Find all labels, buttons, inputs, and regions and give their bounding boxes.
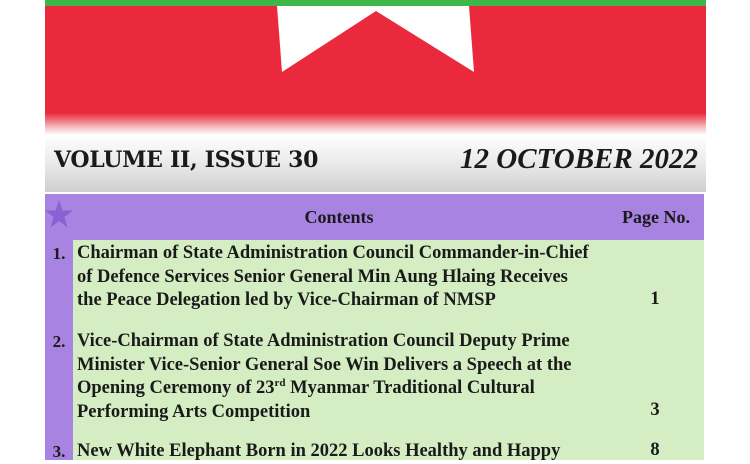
volume-issue: VOLUME II, ISSUE 30 [54,147,319,173]
toc-item-page: 8 [650,440,660,460]
toc-item-page: 1 [650,289,660,309]
toc-item-line: Performing Arts Competition [77,401,311,422]
flag-banner [45,0,706,135]
flag-fade [45,113,706,135]
star-icon [45,194,73,240]
toc-item-line: of Defence Services Senior General Min Aung Hlaing Receives [77,266,568,287]
toc-item-text: Opening Ceremony of 23 [77,378,275,398]
toc-item-page: 3 [650,400,660,420]
toc-item-title[interactable] [77,330,597,424]
toc-item-text: Myanmar Traditional Cultural [285,378,535,398]
contents-heading: Contents [304,207,374,227]
toc-item-line: the Peace Delegation led by Vice-Chairman of NMSP [77,290,496,310]
toc-item-line: Chairman of State Administration Council Commander-in-Chief [77,243,589,263]
toc-item-number: 1. [52,244,66,263]
toc-item-title[interactable] [77,242,597,313]
toc-item-line [77,377,597,401]
toc-item-line: Minister Vice-Senior General Soe Win Delivers a Speech at the [77,354,572,375]
issue-date: 12 OCTOBER 2022 [460,143,698,175]
toc-item-number: 2. [52,332,66,351]
toc-item-line: New White Elephant Born in 2022 Looks Healthy and Happy [77,441,561,461]
ordinal-suffix: rd [274,376,286,389]
toc-item-number: 3. [52,442,66,461]
page-number-heading: Page No. [622,207,690,227]
toc-item-line: Vice-Chairman of State Administration Council Deputy Prime [77,331,570,351]
